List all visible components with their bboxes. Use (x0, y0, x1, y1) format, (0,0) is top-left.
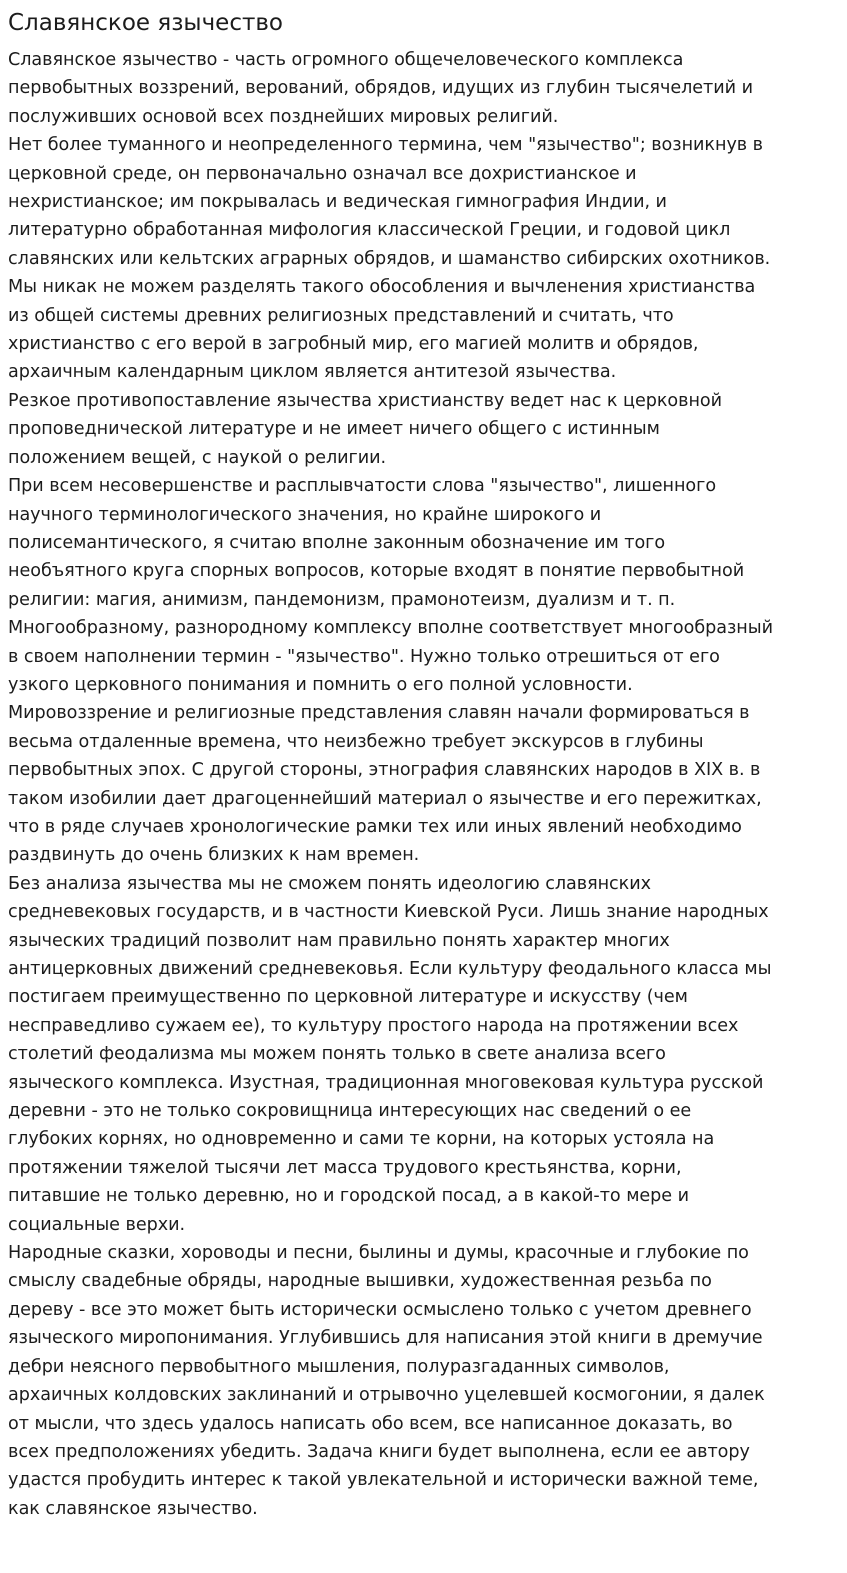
paragraph-4: Резкое противопоставление язычества христианству ведет нас к церковной проповеднической литературе и не имеет ничего общего с истинным положением вещей, с наукой о религии. (8, 390, 722, 468)
paragraph-3: Мы никак не можем разделять такого обособления и вычленения христианства из общей системы древних религиозных представлений и считать, что христианство с его верой в загробный мир, его магией молитв и обрядов, архаичным календарным циклом является антитезой язычества. (8, 277, 756, 383)
page-title: Славянское язычество (8, 10, 283, 36)
paragraph-7: Без анализа язычества мы не сможем понять идеологию славянских средневековых государств, и в частности Киевской Руси. Лишь знание народных языческих традиций позволит нам правильно понять характер многих антицерковных движений средневековья. Если культуру феодального класса мы постигаем преимущественно по церковной литературе и искусству (чем несправедливо сужаем ее), то культуру простого народа на протяжении всех столетий феодализма мы можем понять только в свете анализа всего языческого комплекса. Изустная, традиционная многовековая культура русской деревни - это не только сокровищница интересующих нас сведений о ее глубоких корнях, но одновременно и сами те корни, на которых устояла на протяжении тяжелой тысячи лет масса трудового крестьянства, корни, питавшие не только деревню, но и городской посад, а в какой-то мере и социальные верхи. (8, 873, 772, 1235)
paragraph-1: Славянское язычество - часть огромного общечеловеческого комплекса первобытных воззрений, верований, обрядов, идущих из глубин тысячелетий и послуживших основой всех позднейших мировых религий. (8, 50, 753, 127)
paragraph-6: Мировоззрение и религиозные представления славян начали формироваться в весьма отдаленные времена, что неизбежно требует экскурсов в глубины первобытных эпох. С другой стороны, этнография славянских народов в XIX в. в таком изобилии дает драгоценнейший материал о язычестве и его пережитках, что в ряде случаев хронологические рамки тех или иных явлений необходимо раздвинуть до очень близких к нам времен. (8, 703, 762, 866)
paragraph-8: Народные сказки, хороводы и песни, былины и думы, красочные и глубокие по смыслу свадебные обряды, народные вышивки, художественная резьба по дереву - все это может быть исторически осмыслено только с учетом древнего языческого миропонимания. Углубившись для написания этой книги в дремучие дебри неясного первобытного мышления, полуразгаданных символов, архаичных колдовских заклинаний и отрывочно уцелевшей космогонии, я далек от мысли, что здесь удалось написать обо всем, все написанное доказать, во всех предположениях убедить. Задача книги будет выполнена, если ее автору удастся пробудить интерес к такой увлекательной и исторически важной теме, как славянское язычество. (8, 1243, 765, 1519)
article-body (8, 46, 838, 1523)
paragraph-2: Нет более туманного и неопределенного термина, чем "язычество"; возникнув в церковной среде, он первоначально означал все дохристианское и нехристианское; им покрывалась и ведическая гимнография Индии, и литературно обработанная мифология классической Греции, и годовой цикл славянских или кельтских аграрных обрядов, и шаманство сибирских охотников. (8, 135, 771, 269)
paragraph-5: При всем несовершенстве и расплывчатости слова "язычество", лишенного научного терминологического значения, но крайне широкого и полисемантического, я считаю вполне законным обозначение им того необъятного круга спорных вопросов, которые входят в понятие первобытной религии: магия, анимизм, пандемонизм, прамонотеизм, дуализм и т. п. Многообразному, разнородному комплексу вполне соответствует многообразный в своем наполнении термин - "язычество". Нужно только отрешиться от его узкого церковного понимания и помнить о его полной условности. (8, 476, 773, 695)
